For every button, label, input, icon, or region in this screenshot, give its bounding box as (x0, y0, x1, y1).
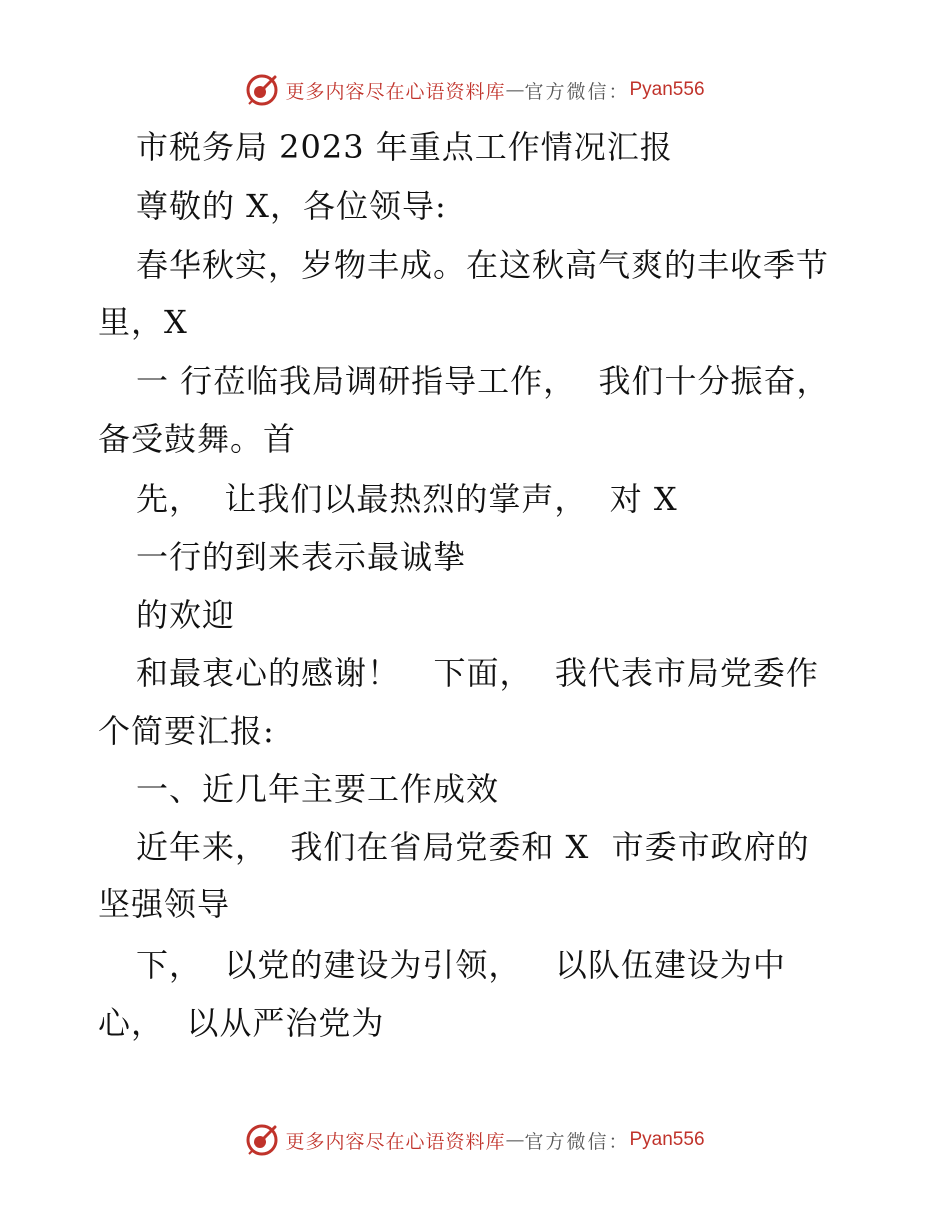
section-heading: 一、近几年主要工作成效 (136, 770, 500, 808)
paragraph-line: 近年来， 我们在省局党委和 X 市委市政府的 (136, 828, 810, 866)
watermark-dash: — (505, 79, 525, 101)
paragraph-line: 下， 以党的建设为引领， 以队伍建设为中 (136, 946, 786, 984)
paragraph-line: 一行的到来表示最诚挚 (136, 538, 467, 576)
watermark-label: 官方微信： (524, 1130, 630, 1153)
watermark-dash: — (505, 1129, 525, 1151)
paragraph-line: 备受鼓舞。首 (98, 420, 297, 458)
paragraph-line: 个简要汇报: (98, 712, 275, 750)
pen-logo-icon (245, 1123, 279, 1157)
watermark-text: 更多内容尽在心语资料库 (285, 80, 506, 103)
paragraph-line: 先， 让我们以最热烈的掌声， 对 X (136, 480, 678, 518)
pen-logo-icon (245, 73, 279, 107)
paragraph-line: 的欢迎 (136, 596, 236, 634)
paragraph-line: 和最衷心的感谢！ 下面， 我代表市局党委作 (136, 654, 819, 692)
watermark-banner-top (0, 70, 950, 110)
watermark-id: Pyan556 (629, 79, 705, 100)
paragraph-line: 心， 以从严治党为 (98, 1004, 385, 1042)
watermark-text: 更多内容尽在心语资料库 (285, 1130, 506, 1153)
salutation: 尊敬的 X，各位领导: (136, 187, 447, 225)
document-title: 市税务局 2023 年重点工作情况汇报 (136, 128, 673, 166)
watermark-banner-bottom (0, 1120, 950, 1160)
watermark-id: Pyan556 (629, 1129, 705, 1150)
paragraph-line: 坚强领导 (98, 885, 231, 923)
paragraph-line: 一 行莅临我局调研指导工作， 我们十分振奋， (136, 362, 830, 400)
paragraph-line: 春华秋实，岁物丰成。在这秋高气爽的丰收季节 (136, 246, 830, 284)
paragraph-line: 里，X (98, 303, 188, 341)
watermark-label: 官方微信： (524, 80, 630, 103)
